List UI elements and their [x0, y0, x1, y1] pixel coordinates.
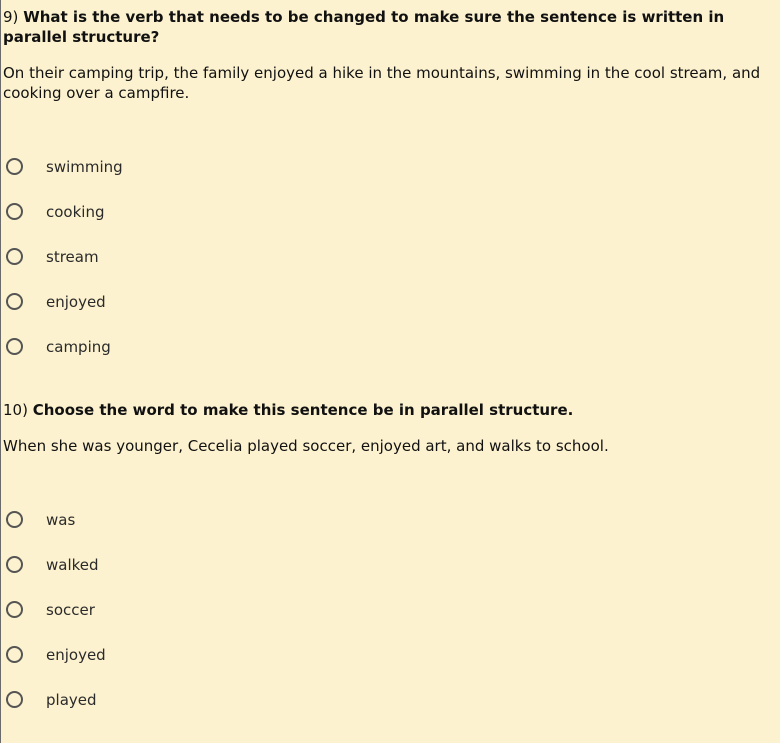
- question-9-option-1[interactable]: [6, 144, 123, 189]
- radio-button-icon[interactable]: [6, 646, 23, 663]
- radio-button-icon[interactable]: [6, 556, 23, 573]
- option-label[interactable]: was: [46, 510, 76, 529]
- question-10-prompt: When she was younger, Cecelia played soccer, enjoyed art, and walks to school.: [3, 437, 609, 455]
- question-9-text: What is the verb that needs to be changed to make sure the sentence is written in parallel structure?: [3, 8, 725, 46]
- option-label[interactable]: soccer: [46, 600, 95, 619]
- question-10-option-2[interactable]: [6, 542, 106, 587]
- question-9-options: [6, 144, 123, 369]
- option-label[interactable]: swimming: [46, 157, 123, 176]
- option-label[interactable]: walked: [46, 555, 99, 574]
- question-9-option-5[interactable]: [6, 324, 123, 369]
- radio-button-icon[interactable]: [6, 691, 23, 708]
- radio-button-icon[interactable]: [6, 203, 23, 220]
- option-label[interactable]: enjoyed: [46, 292, 106, 311]
- question-9-option-2[interactable]: [6, 189, 123, 234]
- option-label[interactable]: cooking: [46, 202, 105, 221]
- question-10-number: 10): [3, 401, 28, 419]
- question-9-option-4[interactable]: [6, 279, 123, 324]
- option-label[interactable]: stream: [46, 247, 99, 266]
- question-10-options: [6, 497, 106, 722]
- question-9-heading: [3, 7, 775, 47]
- option-label[interactable]: played: [46, 690, 97, 709]
- question-10-option-1[interactable]: [6, 497, 106, 542]
- option-label[interactable]: enjoyed: [46, 645, 106, 664]
- option-label[interactable]: camping: [46, 337, 111, 356]
- question-10-option-4[interactable]: [6, 632, 106, 677]
- radio-button-icon[interactable]: [6, 338, 23, 355]
- radio-button-icon[interactable]: [6, 601, 23, 618]
- question-9-prompt: On their camping trip, the family enjoyed a hike in the mountains, swimming in the cool stream, and cooking over a campfire.: [3, 64, 761, 102]
- question-10-heading: [3, 400, 775, 420]
- radio-button-icon[interactable]: [6, 248, 23, 265]
- question-9-option-3[interactable]: [6, 234, 123, 279]
- question-10-text: Choose the word to make this sentence be in parallel structure.: [32, 401, 574, 419]
- question-10-option-3[interactable]: [6, 587, 106, 632]
- question-10-option-5[interactable]: [6, 677, 106, 722]
- question-9: [3, 7, 775, 103]
- question-10: [3, 400, 775, 456]
- radio-button-icon[interactable]: [6, 158, 23, 175]
- question-9-number: 9): [3, 8, 19, 26]
- radio-button-icon[interactable]: [6, 293, 23, 310]
- radio-button-icon[interactable]: [6, 511, 23, 528]
